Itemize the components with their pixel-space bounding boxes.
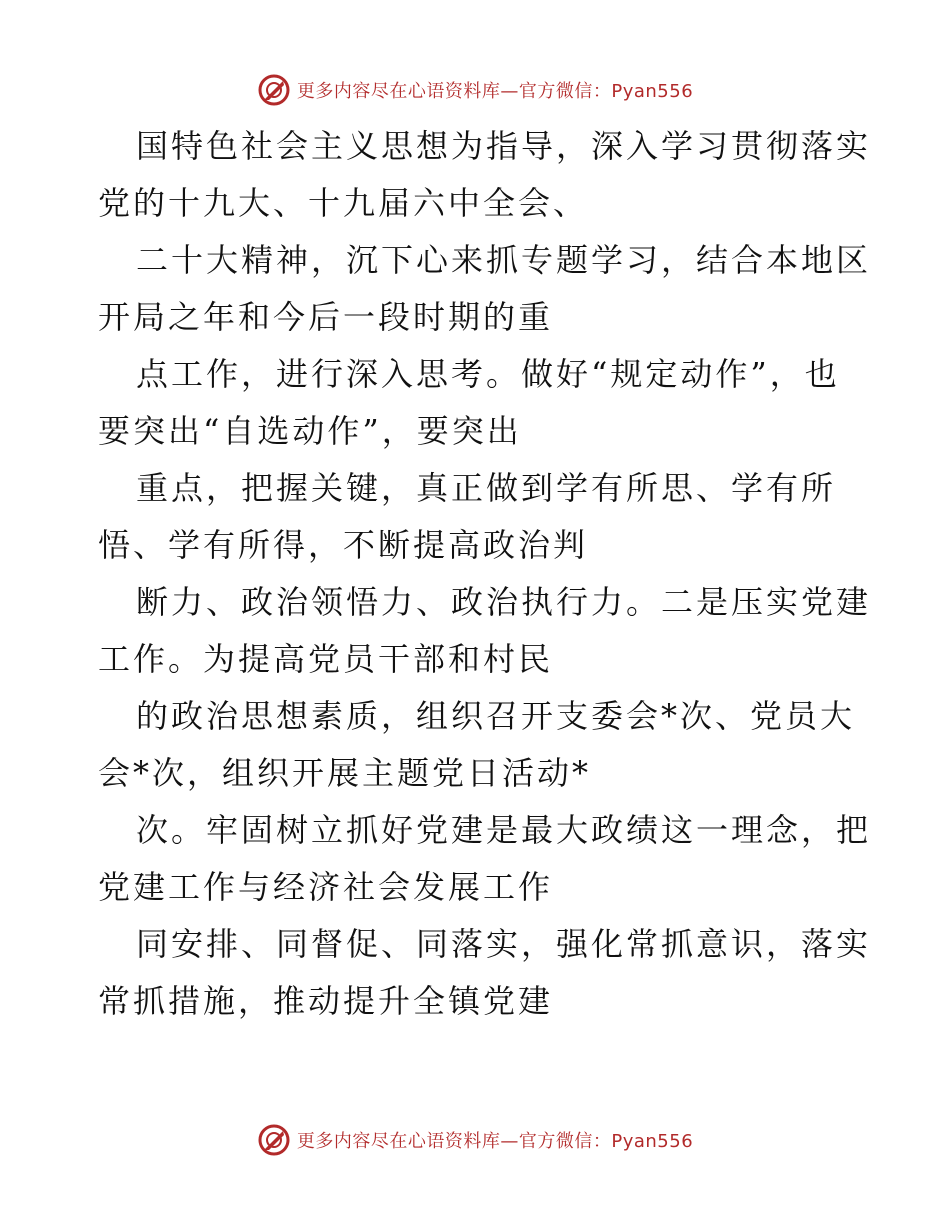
paragraph-line: 会*次，组织开展主题党日活动* — [98, 754, 592, 792]
paragraph-line: 的政治思想素质，组织召开支委会*次、党员大 — [136, 697, 856, 735]
paragraph-line: 重点，把握关键，真正做到学有所思、学有所 — [136, 469, 837, 507]
footer-banner — [0, 1120, 950, 1160]
paragraph-line: 同安排、同督促、同落实，强化常抓意识，落实 — [136, 925, 872, 963]
footer-banner-text: 更多内容尽在心语资料库—官方微信：Pyan556 — [296, 1131, 694, 1152]
paragraph-line: 党建工作与经济社会发展工作 — [98, 868, 554, 906]
paragraph-line: 工作。为提高党员干部和村民 — [98, 640, 554, 678]
paragraph-line: 悟、学有所得，不断提高政治判 — [98, 526, 589, 564]
paragraph-line: 国特色社会主义思想为指导，深入学习贯彻落实 — [136, 127, 872, 165]
paragraph — [98, 118, 872, 232]
paragraph — [98, 802, 872, 916]
header-banner-text: 更多内容尽在心语资料库—官方微信：Pyan556 — [296, 81, 694, 102]
document-body — [98, 118, 872, 1030]
header-banner — [0, 70, 950, 110]
paragraph-line: 二十大精神，沉下心来抓专题学习，结合本地区 — [136, 241, 872, 279]
paragraph-line: 常抓措施，推动提升全镇党建 — [98, 982, 554, 1020]
paragraph-line: 断力、政治领悟力、政治执行力。二是压实党建 — [136, 583, 872, 621]
paragraph — [98, 346, 858, 460]
paragraph-line: 点工作，进行深入思考。做好“规定动作”，也 — [136, 355, 840, 393]
paragraph-line: 开局之年和今后一段时期的重 — [98, 298, 554, 336]
paragraph-line: 要突出“自选动作”，要突出 — [98, 412, 522, 450]
paragraph-line: 次。牢固树立抓好党建是最大政绩这一理念，把 — [136, 811, 872, 849]
paragraph — [98, 232, 872, 346]
paragraph — [98, 688, 858, 802]
paragraph-line: 党的十九大、十九届六中全会、 — [98, 184, 589, 222]
seal-logo-icon — [257, 1123, 291, 1157]
paragraph — [98, 460, 858, 574]
paragraph — [98, 916, 872, 1030]
seal-logo-icon — [257, 73, 291, 107]
paragraph — [98, 574, 872, 688]
